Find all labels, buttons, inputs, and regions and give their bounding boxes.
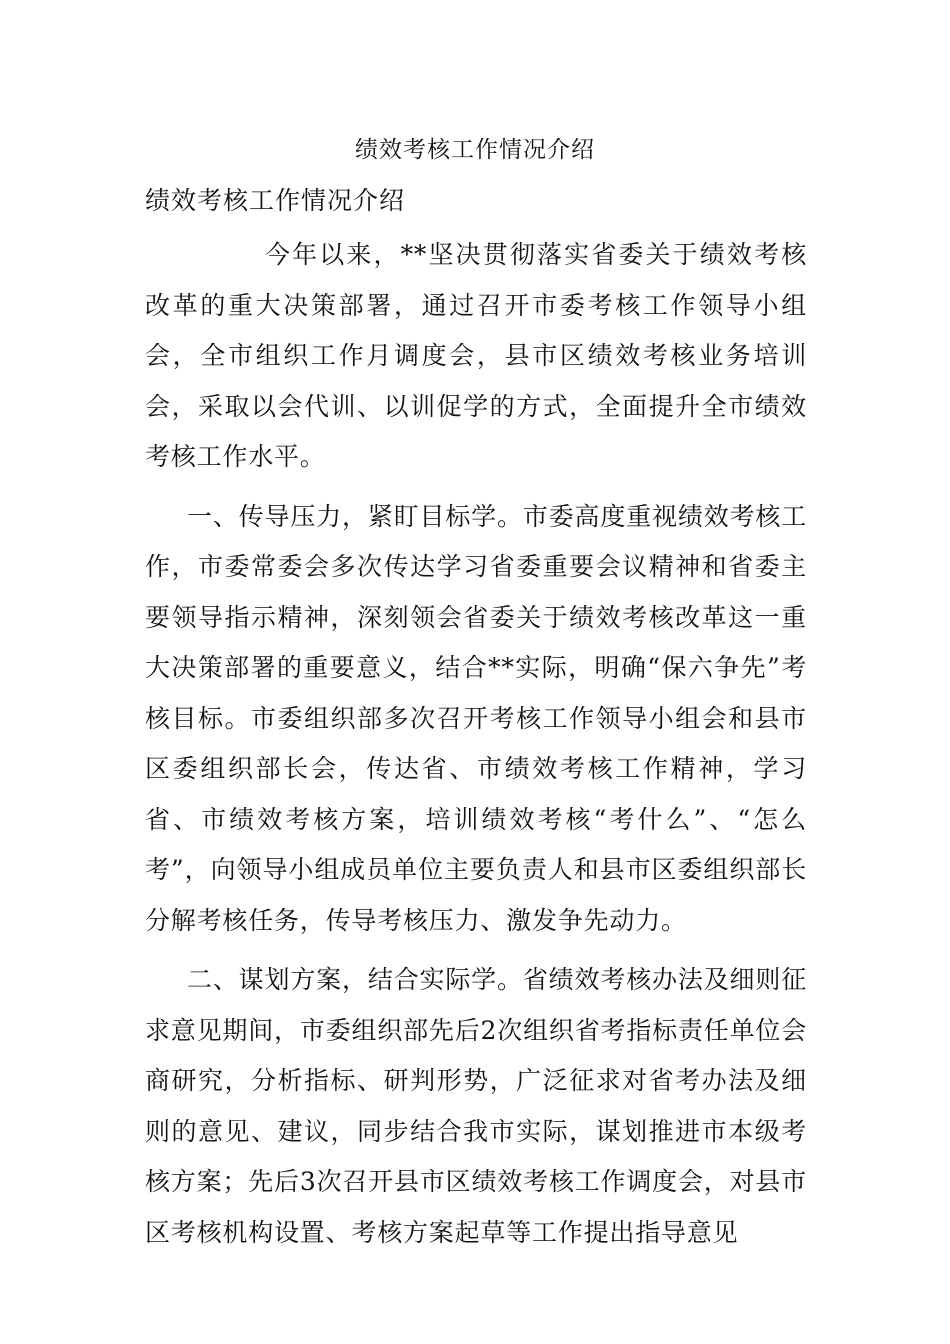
paragraph-section-two: 二、谋划方案，结合实际学。省绩效考核办法及细则征求意见期间，市委组织部先后2次组织省考指标责任单位会商研究，分析指标、研判形势，广泛征求对省考办法及细则的意见、建议，同步结合我市实际，谋划推进市本级考核方案；先后3次召开县市区绩效考核工作调度会，对县市区考核机构设置、考核方案起草等工作提出指导意见 (145, 965, 807, 1247)
document-body (145, 230, 807, 1258)
paragraph-intro: 今年以来，**坚决贯彻落实省委关于绩效考核改革的重大决策部署，通过召开市委考核工作领导小组会，全市组织工作月调度会，县市区绩效考核业务培训会，采取以会代训、以训促学的方式，全面提升全市绩效考核工作水平。 (145, 240, 807, 471)
document-subtitle: 绩效考核工作情况介绍 (145, 186, 406, 215)
document-title: 绩效考核工作情况介绍 (355, 137, 595, 163)
paragraph-section-one: 一、传导压力，紧盯目标学。市委高度重视绩效考核工作，市委常委会多次传达学习省委重要会议精神和省委主要领导指示精神，深刻领会省委关于绩效考核改革这一重大决策部署的重要意义，结合**实际，明确“保六争先”考核目标。市委组织部多次召开考核工作领导小组会和县市区委组织部长会，传达省、市绩效考核工作精神，学习省、市绩效考核方案，培训绩效考核“考什么”、“怎么考”，向领导小组成员单位主要负责人和县市区委组织部长分解考核任务，传导考核压力、激发争先动力。 (145, 501, 807, 935)
